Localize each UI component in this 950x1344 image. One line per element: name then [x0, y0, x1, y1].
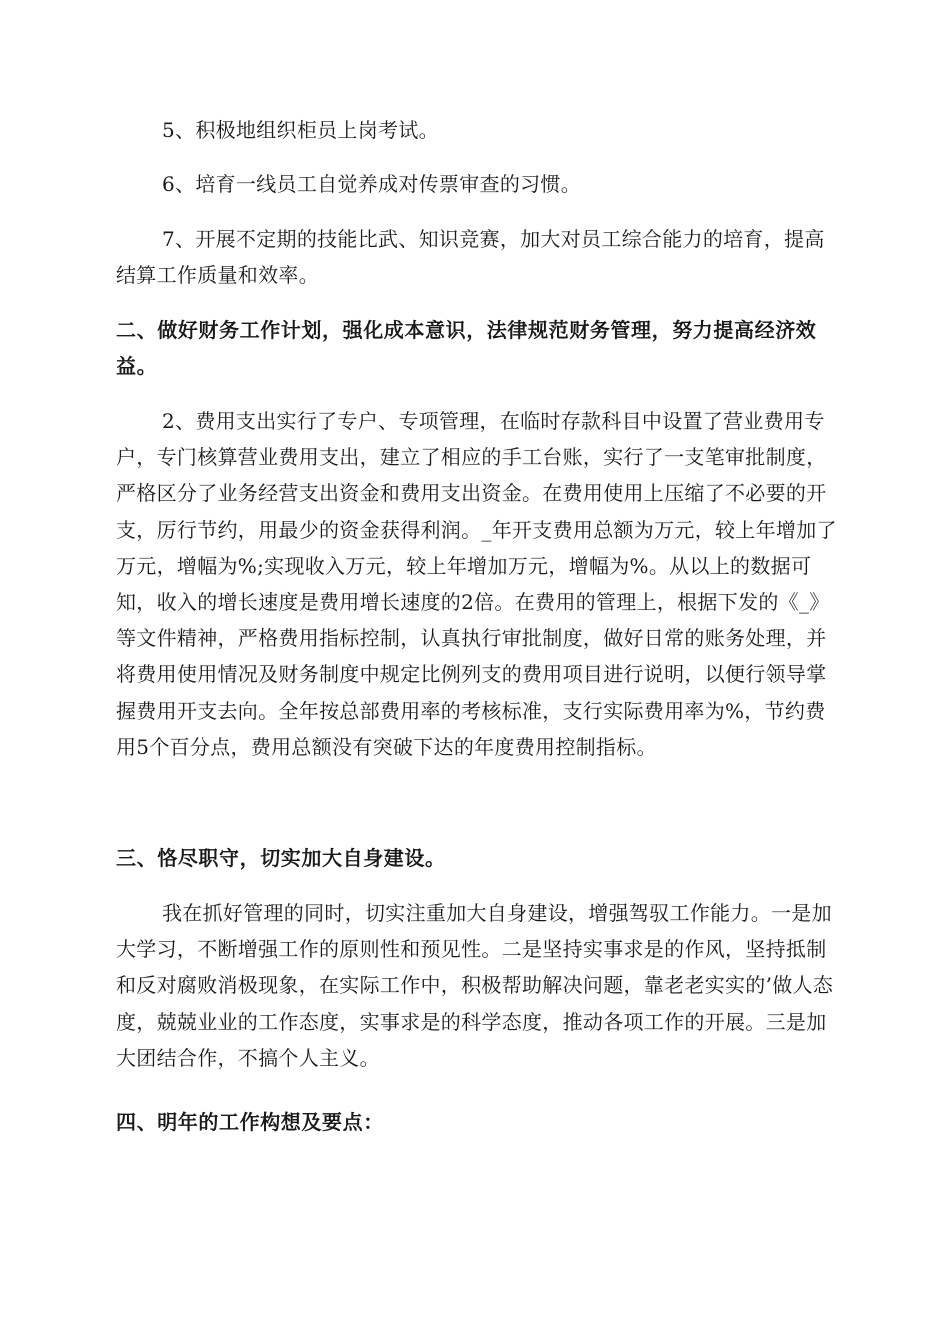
list-item-6: 6、培育一线员工自觉养成对传票审查的习惯。: [162, 172, 582, 196]
section-paragraph-2: 2、费用支出实行了专户、专项管理，在临时存款科目中设置了营业费用专户，专门核算营业费用支出，建立了相应的手工台账，实行了一支笔审批制度，严格区分了业务经营支出资金和费用支出资金。在费用使用上压缩了不必要的开支，厉行节约，用最少的资金获得利润。_年开支费用总额为万元，较上年增加了万元，增幅为%;实现收入万元，较上年增加万元，增幅为%。从以上的数据可知，收入的增长速度是费用增长速度的2倍。在费用的管理上，根据下发的《_》等文件精神，严格费用指标控制，认真执行审批制度，做好日常的账务处理，并将费用使用情况及财务制度中规定比例列支的费用项目进行说明，以便行领导掌握费用开支去向。全年按总部费用率的考核标准，支行实际费用率为%，节约费用5个百分点，费用总额没有突破下达的年度费用控制指标。: [116, 409, 837, 759]
list-item-5: 5、积极地组织柜员上岗考试。: [162, 118, 439, 142]
section-paragraph-3: 我在抓好管理的同时，切实注重加大自身建设，增强驾驭工作能力。一是加大学习，不断增强工作的原则性和预见性。二是坚持实事求是的作风，坚持抵制和反对腐败消极现象，在实际工作中，积极帮助解决问题，靠老老实实的’做人态度，兢兢业业的工作态度，实事求是的科学态度，推动各项工作的开展。三是加大团结合作，不搞个人主义。: [116, 901, 834, 1070]
section-heading-3: 三、恪尽职守，切实加大自身建设。: [116, 846, 446, 870]
section-heading-2: 二、做好财务工作计划，强化成本意识，法律规范财务管理，努力提高经济效益。: [116, 318, 817, 379]
section-heading-4: 四、明年的工作构想及要点：: [116, 1110, 384, 1134]
list-item-7: 7、开展不定期的技能比武、知识竞赛，加大对员工综合能力的培育，提高结算工作质量和效率。: [116, 227, 825, 288]
